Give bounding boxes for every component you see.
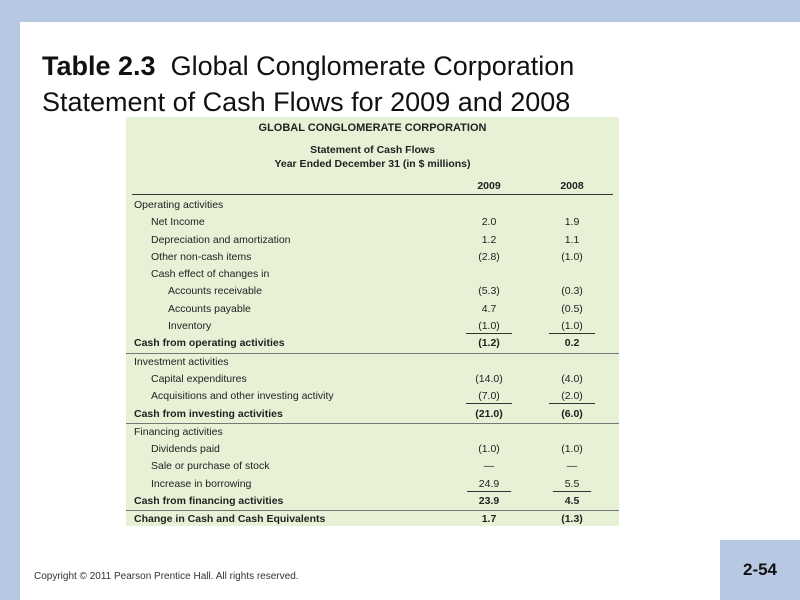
- table-row: [126, 249, 619, 266]
- row-label: Cash effect of changes in: [151, 268, 270, 281]
- value-2008: (1.0): [561, 250, 583, 263]
- table-row: [126, 458, 619, 475]
- row-label: Other non-cash items: [151, 250, 252, 263]
- value-2009: 1.2: [481, 233, 497, 246]
- cash-flow-table: [126, 117, 619, 526]
- table-row: [126, 214, 619, 231]
- row-label: Cash from operating activities: [134, 337, 285, 350]
- table-body: [126, 197, 619, 529]
- table-row-subtotal: [126, 335, 619, 352]
- value-2009: (7.0): [466, 390, 512, 404]
- value-2008: (0.3): [561, 285, 583, 298]
- row-label: Depreciation and amortization: [151, 233, 291, 246]
- row-label: Dividends paid: [151, 443, 220, 456]
- column-header-2009: 2009: [477, 180, 501, 192]
- value-2008: —: [566, 460, 578, 473]
- row-label: Accounts payable: [168, 302, 251, 315]
- value-2009: 23.9: [478, 495, 500, 508]
- value-2008: 1.9: [564, 216, 580, 229]
- value-2009: 2.0: [481, 216, 497, 229]
- row-label: Sale or purchase of stock: [151, 460, 270, 473]
- table-row: [126, 232, 619, 249]
- title-line-2: Statement of Cash Flows for 2009 and 2008: [42, 87, 571, 117]
- title-company: Global Conglomerate Corporation: [170, 51, 575, 81]
- table-row-subtotal: [126, 406, 619, 423]
- column-header-2008: 2008: [560, 180, 584, 192]
- table-row: [126, 423, 619, 441]
- value-2009: (21.0): [475, 407, 503, 420]
- table-row: [126, 301, 619, 318]
- value-2009: (1.2): [478, 337, 500, 350]
- value-2008: 5.5: [553, 478, 592, 492]
- page-number: 2-54: [720, 540, 800, 600]
- table-row: [126, 388, 619, 405]
- value-2009: (1.0): [466, 320, 512, 334]
- value-2009: (14.0): [475, 372, 503, 385]
- table-row: [126, 318, 619, 335]
- table-corporation-name: GLOBAL CONGLOMERATE CORPORATION: [258, 122, 487, 134]
- slide-title: [42, 48, 574, 120]
- table-period: Year Ended December 31 (in $ millions): [274, 158, 471, 170]
- value-2008: (6.0): [561, 407, 583, 420]
- row-label: Investment activities: [134, 355, 229, 368]
- copyright-notice: Copyright © 2011 Pearson Prentice Hall. All rights reserved.: [34, 571, 299, 582]
- row-label: Financing activities: [134, 425, 223, 438]
- table-row: [126, 266, 619, 283]
- value-2009: 4.7: [481, 302, 497, 315]
- value-2009: —: [483, 460, 495, 473]
- value-2008: (4.0): [561, 372, 583, 385]
- row-label: Accounts receivable: [168, 285, 262, 298]
- row-label: Capital expenditures: [151, 372, 247, 385]
- row-label: Increase in borrowing: [151, 477, 252, 490]
- table-row: [126, 197, 619, 214]
- value-2008: (0.5): [561, 302, 583, 315]
- value-2008: (2.0): [549, 390, 595, 404]
- value-2008: 4.5: [564, 495, 580, 508]
- row-label: Inventory: [168, 320, 212, 333]
- value-2008: (1.3): [561, 513, 583, 526]
- table-row: [126, 353, 619, 371]
- table-number: Table 2.3: [42, 51, 156, 81]
- table-statement-name: Statement of Cash Flows: [310, 144, 435, 156]
- value-2009: 1.7: [481, 513, 497, 526]
- table-row-total: [126, 510, 619, 528]
- value-2009: (1.0): [478, 443, 500, 456]
- value-2008: (1.0): [549, 320, 595, 334]
- table-row: [126, 441, 619, 458]
- row-label: Cash from investing activities: [134, 407, 283, 420]
- row-label: Cash from financing activities: [134, 495, 284, 508]
- value-2008: 1.1: [564, 233, 580, 246]
- value-2008: 0.2: [564, 337, 580, 350]
- value-2009: (2.8): [478, 250, 500, 263]
- row-label: Net Income: [151, 216, 205, 229]
- table-row: [126, 476, 619, 493]
- header-rule: [132, 194, 613, 195]
- table-row-subtotal: [126, 493, 619, 510]
- table-row: [126, 371, 619, 388]
- value-2008: (1.0): [561, 443, 583, 456]
- row-label: Acquisitions and other investing activity: [151, 390, 334, 403]
- value-2009: 24.9: [467, 478, 511, 492]
- table-row: [126, 283, 619, 300]
- row-label: Operating activities: [134, 199, 224, 211]
- row-label: Change in Cash and Cash Equivalents: [134, 513, 326, 526]
- value-2009: (5.3): [478, 285, 500, 298]
